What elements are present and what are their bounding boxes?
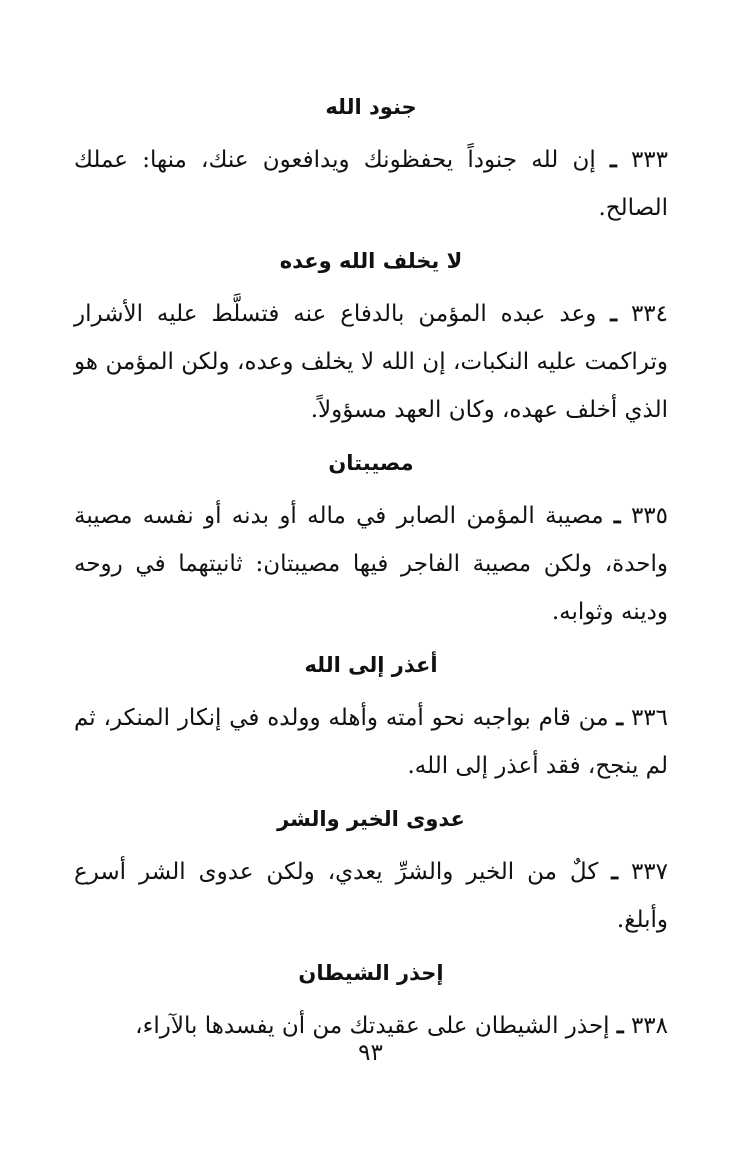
entry-number: ٣٣٣ bbox=[630, 147, 669, 173]
entry-dash: ـ bbox=[610, 300, 617, 327]
section-title: لا يخلف الله وعده bbox=[279, 249, 463, 273]
entry-paragraph bbox=[74, 290, 668, 434]
section-title: مصيبتان bbox=[328, 451, 414, 475]
entry-number: ٣٣٨ bbox=[630, 1013, 668, 1039]
entry-dash: ـ bbox=[611, 858, 618, 885]
entry-number: ٣٣٤ bbox=[630, 301, 668, 327]
section-title: أعذر إلى الله bbox=[304, 653, 438, 677]
page-number: ٩٣ bbox=[358, 1040, 383, 1066]
entry-text: إحذر الشيطان على عقيدتك من أن يفسدها بالآراء، bbox=[135, 1013, 610, 1039]
entry-dash: ـ bbox=[609, 146, 617, 173]
entry-dash: ـ bbox=[613, 502, 621, 529]
entry-paragraph bbox=[74, 136, 668, 232]
entry-text: وعد عبده المؤمن بالدفاع عنه فتسلَّط عليه الأشرار وتراكمت عليه النكبات، إن الله لا يخلف وعده، ولكن المؤمن هو الذي أخلف عهده، وكان العهد مسؤولاً. bbox=[74, 301, 668, 423]
page-content bbox=[74, 92, 668, 1050]
entry-paragraph bbox=[74, 492, 668, 636]
section-title: عدوى الخير والشر bbox=[277, 807, 465, 831]
entry-number: ٣٣٦ bbox=[630, 705, 669, 731]
entry-dash: ـ bbox=[616, 1012, 624, 1039]
entry-dash: ـ bbox=[616, 704, 624, 731]
entry-paragraph bbox=[74, 848, 668, 944]
entry-paragraph bbox=[74, 694, 668, 790]
entry-number: ٣٣٥ bbox=[630, 503, 669, 529]
entry-number: ٣٣٧ bbox=[630, 859, 669, 885]
section-title: إحذر الشيطان bbox=[298, 961, 444, 985]
entry-text: كلٌ من الخير والشرِّ يعدي، ولكن عدوى الشر أسرع وأبلغ. bbox=[74, 859, 668, 933]
entry-text: من قام بواجبه نحو أمته وأهله وولده في إنكار المنكر، ثم لم ينجح، فقد أعذر إلى الله. bbox=[74, 705, 668, 779]
section-title: جنود الله bbox=[325, 95, 417, 119]
entry-text: إن لله جنوداً يحفظونك ويدافعون عنك، منها: عملك الصالح. bbox=[74, 147, 668, 221]
entry-text: مصيبة المؤمن الصابر في ماله أو بدنه أو نفسه مصيبة واحدة، ولكن مصيبة الفاجر فيها مصيبتان: ثانيتهما في روحه ودينه وثوابه. bbox=[74, 503, 668, 625]
